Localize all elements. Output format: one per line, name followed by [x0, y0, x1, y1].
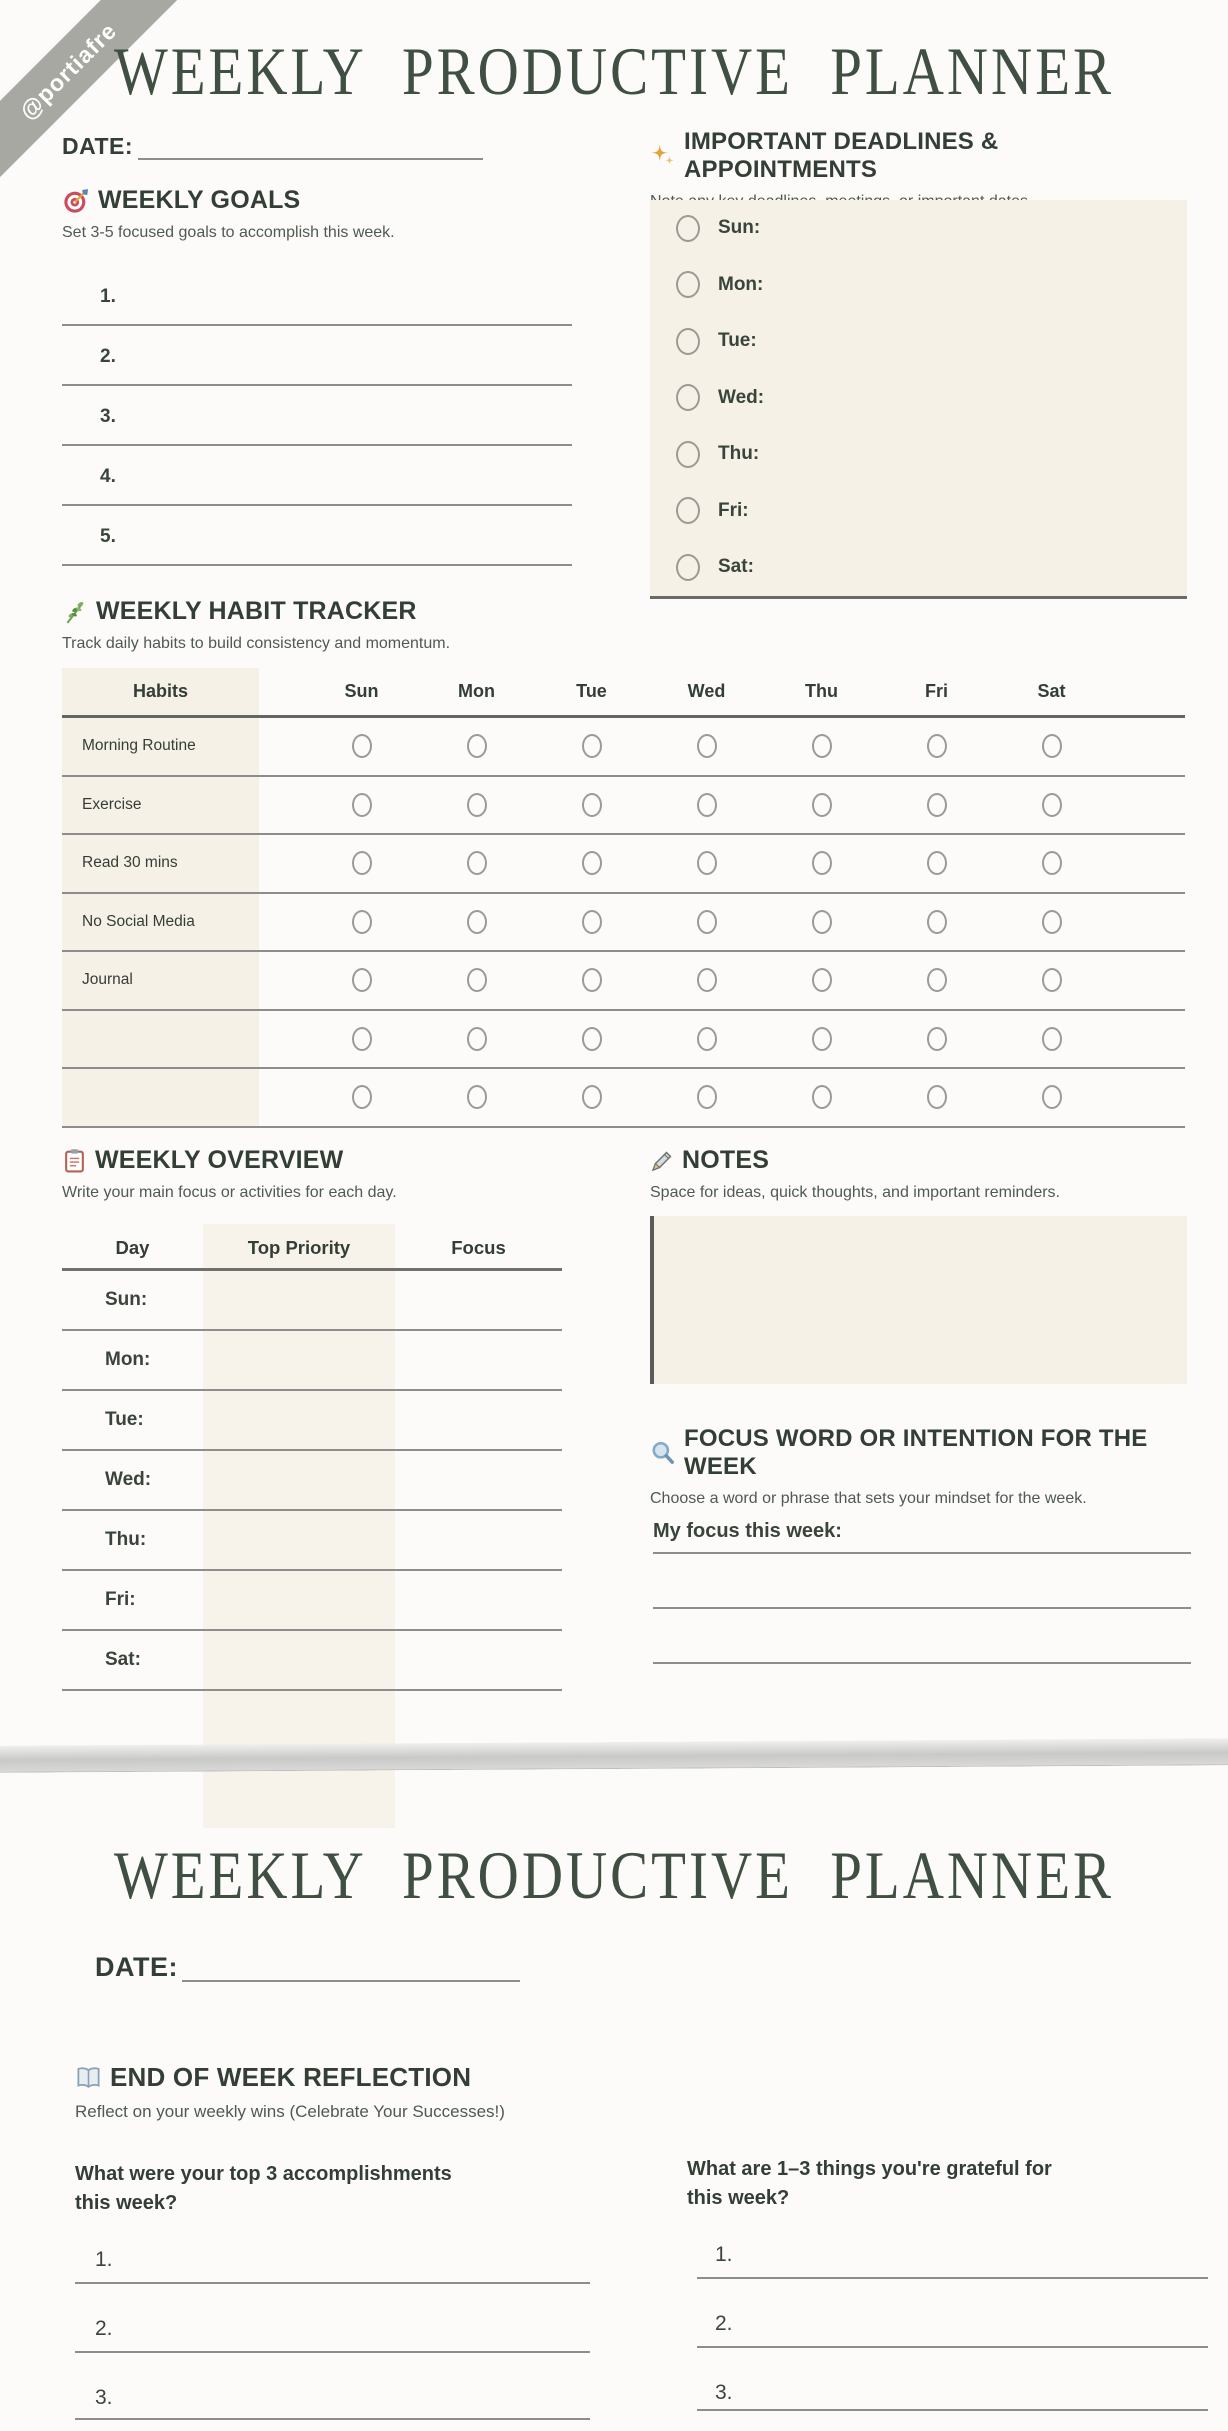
habit-checkbox[interactable] [927, 793, 947, 817]
write-line [75, 2282, 590, 2284]
habit-cell [304, 1027, 419, 1051]
spacer [259, 718, 304, 775]
habit-checkbox[interactable] [927, 968, 947, 992]
deadline-row [650, 539, 1187, 596]
habit-checkbox[interactable] [812, 968, 832, 992]
habit-cell [994, 910, 1109, 934]
habit-cell [419, 734, 534, 758]
habit-tracker-section [62, 597, 662, 653]
reflection-number: 1. [95, 2248, 113, 2271]
habit-checkbox[interactable] [927, 910, 947, 934]
page2-title: WEEKLY PRODUCTIVE PLANNER [113, 1839, 1115, 1914]
write-line [653, 1552, 1191, 1554]
goal-list [62, 286, 572, 586]
overview-row [62, 1271, 562, 1331]
write-line [62, 504, 572, 506]
write-line [62, 384, 572, 386]
watermark-text: @portiafre [14, 17, 122, 125]
focus-word-subtitle: Choose a word or phrase that sets your mindset for the week. [650, 1490, 1087, 1507]
goal-item [62, 526, 572, 586]
habit-table-header [62, 668, 1185, 718]
habit-checkbox[interactable] [812, 793, 832, 817]
habit-cell [649, 1027, 764, 1051]
write-line [62, 444, 572, 446]
day-column-header: Sun [344, 681, 379, 701]
habit-row [62, 952, 1185, 1011]
habit-checkbox[interactable] [467, 1085, 487, 1109]
goal-item [62, 466, 572, 526]
habit-checkbox[interactable] [697, 968, 717, 992]
habit-checkbox[interactable] [812, 1027, 832, 1051]
habit-checkbox[interactable] [582, 793, 602, 817]
habit-checkbox[interactable] [1042, 1027, 1062, 1051]
habit-cell [649, 910, 764, 934]
overview-table-header [62, 1228, 562, 1271]
habit-cell [764, 910, 879, 934]
habit-cell [534, 1027, 649, 1051]
notes-title: NOTES [682, 1146, 770, 1174]
day-column-header: Fri [924, 681, 948, 701]
habit-cell [419, 851, 534, 875]
habit-cell [304, 968, 419, 992]
spacer [259, 1011, 304, 1068]
day-column-header: Sat [1037, 681, 1066, 701]
weekly-goals-title: WEEKLY GOALS [98, 186, 301, 214]
spacer [259, 835, 304, 892]
habit-checkbox[interactable] [352, 1085, 372, 1109]
reflection-subtitle: Reflect on your weekly wins (Celebrate Your Successes!) [75, 2102, 505, 2121]
habit-cell [879, 851, 994, 875]
habit-cell [764, 968, 879, 992]
notes-write-area[interactable] [650, 1216, 1187, 1384]
weekly-overview-subtitle: Write your main focus or activities for each day. [62, 1184, 397, 1201]
habit-checkbox[interactable] [1042, 734, 1062, 758]
deadline-row [650, 257, 1187, 314]
habit-cell [879, 793, 994, 817]
seedling-icon [62, 599, 88, 625]
day-radio[interactable] [676, 497, 700, 524]
habit-checkbox[interactable] [697, 793, 717, 817]
page1-title: WEEKLY PRODUCTIVE PLANNER [113, 35, 1115, 110]
overview-column-header: Day [115, 1237, 150, 1258]
day-radio[interactable] [676, 328, 700, 355]
habit-cell [764, 1027, 879, 1051]
date-field-page2 [95, 1952, 520, 1983]
habit-cell [534, 910, 649, 934]
spacer [259, 952, 304, 1009]
day-radio[interactable] [676, 554, 700, 581]
day-radio[interactable] [676, 384, 700, 411]
habit-cell [879, 1085, 994, 1109]
overview-day-label: Sat: [105, 1649, 141, 1670]
habit-checkbox[interactable] [927, 851, 947, 875]
write-line [62, 564, 572, 566]
day-radio[interactable] [676, 215, 700, 242]
habit-cell [304, 851, 419, 875]
habit-cell [764, 1085, 879, 1109]
habit-checkbox[interactable] [1042, 793, 1062, 817]
write-line [697, 2409, 1208, 2411]
habit-checkbox[interactable] [812, 1085, 832, 1109]
goal-number: 3. [100, 406, 116, 427]
habit-cell [994, 1027, 1109, 1051]
habit-cell [419, 968, 534, 992]
deadline-row [650, 426, 1187, 483]
habit-name: Exercise [62, 777, 259, 834]
reflection-section [75, 2062, 1208, 2431]
habit-checkbox[interactable] [582, 968, 602, 992]
habit-checkbox[interactable] [812, 851, 832, 875]
habit-checkbox[interactable] [352, 1027, 372, 1051]
habit-cell [304, 734, 419, 758]
habit-checkbox[interactable] [1042, 851, 1062, 875]
habit-cell [534, 734, 649, 758]
spacer [259, 668, 304, 715]
habit-checkbox[interactable] [467, 1027, 487, 1051]
focus-word-section [650, 1425, 1191, 1685]
day-column-header: Thu [805, 681, 838, 701]
habit-tracker-subtitle: Track daily habits to build consistency and momentum. [62, 635, 451, 652]
habit-checkbox[interactable] [352, 968, 372, 992]
overview-column-header: Top Priority [247, 1237, 351, 1258]
habit-cell [764, 793, 879, 817]
overview-row [62, 1451, 562, 1511]
habit-checkbox[interactable] [352, 851, 372, 875]
habit-checkbox[interactable] [582, 734, 602, 758]
focus-prompt: My focus this week: [653, 1520, 842, 1542]
habit-cell [879, 968, 994, 992]
habit-checkbox[interactable] [1042, 968, 1062, 992]
habit-checkbox[interactable] [697, 734, 717, 758]
habit-cell [879, 734, 994, 758]
weekly-goals-section [62, 186, 572, 626]
date-label: DATE: [62, 133, 134, 159]
habit-row [62, 777, 1185, 836]
habit-cell [304, 1085, 419, 1109]
overview-row [62, 1571, 562, 1631]
overview-day-label: Mon: [105, 1349, 151, 1370]
habit-cell [419, 1027, 534, 1051]
reflection-number: 3. [95, 2386, 113, 2409]
overview-day-label: Sun: [105, 1289, 148, 1310]
sparkles-icon [650, 143, 676, 169]
reflection-header [75, 2062, 1208, 2093]
day-label: Thu: [718, 443, 760, 465]
reflection-number: 2. [95, 2317, 113, 2340]
day-column-header: Mon [458, 681, 495, 701]
date-field-page1 [62, 133, 483, 160]
habit-name: Journal [62, 952, 259, 1009]
habit-cell [304, 910, 419, 934]
habit-checkbox[interactable] [927, 734, 947, 758]
overview-day-label: Thu: [105, 1529, 147, 1550]
reflection-number: 2. [715, 2312, 733, 2335]
habit-tracker-title: WEEKLY HABIT TRACKER [96, 597, 417, 625]
habit-cell [994, 793, 1109, 817]
focus-word-title: FOCUS WORD OR INTENTION FOR THE WEEK [684, 1425, 1148, 1480]
overview-row [62, 1331, 562, 1391]
habit-checkbox[interactable] [582, 910, 602, 934]
habit-cell [994, 851, 1109, 875]
write-line [62, 324, 572, 326]
deadline-row [650, 370, 1187, 427]
write-line [653, 1662, 1191, 1664]
day-label: Sat: [718, 556, 754, 578]
write-line [697, 2346, 1208, 2348]
reflection-question-left: What were your top 3 accomplishments this week? [75, 2163, 452, 2214]
habit-checkbox[interactable] [927, 1085, 947, 1109]
habit-name [62, 1011, 259, 1068]
weekly-overview-title: WEEKLY OVERVIEW [95, 1146, 344, 1174]
habit-cell [879, 910, 994, 934]
habit-cell [649, 1085, 764, 1109]
habit-checkbox[interactable] [467, 910, 487, 934]
habit-checkbox[interactable] [812, 734, 832, 758]
habit-checkbox[interactable] [697, 910, 717, 934]
habit-name: Morning Routine [62, 718, 259, 775]
habit-checkbox[interactable] [352, 734, 372, 758]
notes-section [650, 1146, 1187, 1396]
write-line [75, 2418, 590, 2420]
day-radio[interactable] [676, 441, 700, 468]
day-column-header: Tue [576, 681, 607, 701]
overview-row [62, 1511, 562, 1571]
date-write-line [138, 158, 483, 160]
overview-row [62, 1391, 562, 1451]
notes-subtitle: Space for ideas, quick thoughts, and important reminders. [650, 1184, 1060, 1201]
day-label: Tue: [718, 330, 757, 352]
habit-checkbox[interactable] [812, 910, 832, 934]
habit-checkbox[interactable] [582, 851, 602, 875]
focus-word-header [650, 1425, 1191, 1481]
habit-checkbox[interactable] [1042, 1085, 1062, 1109]
habit-checkbox[interactable] [697, 851, 717, 875]
goal-item [62, 286, 572, 346]
deadline-row [650, 313, 1187, 370]
habit-checkbox[interactable] [352, 910, 372, 934]
habit-cell [534, 1085, 649, 1109]
date-label: DATE: [95, 1952, 178, 1982]
habit-row [62, 1069, 1185, 1128]
habit-cell [764, 734, 879, 758]
habit-cell [764, 851, 879, 875]
overview-day-label: Fri: [105, 1589, 136, 1610]
goal-item [62, 406, 572, 466]
habit-cell [994, 968, 1109, 992]
habit-row [62, 718, 1185, 777]
pencil-icon [650, 1149, 674, 1173]
reflection-question-right: What are 1–3 things you're grateful for this week? [687, 2158, 1052, 2209]
habit-checkbox[interactable] [467, 851, 487, 875]
write-line [75, 2351, 590, 2353]
reflection-title: END OF WEEK REFLECTION [110, 2062, 472, 2092]
deadlines-panel [650, 200, 1187, 599]
goal-number: 1. [100, 286, 116, 307]
weekly-goals-header [62, 186, 572, 215]
habit-row [62, 835, 1185, 894]
target-icon [62, 187, 90, 215]
goal-number: 4. [100, 466, 116, 487]
habit-checkbox[interactable] [697, 1085, 717, 1109]
deadline-row [650, 200, 1187, 257]
habit-name [62, 1069, 259, 1126]
day-label: Wed: [718, 386, 765, 408]
habit-cell [419, 793, 534, 817]
goal-number: 5. [100, 526, 116, 547]
day-label: Mon: [718, 273, 764, 295]
deadlines-header [650, 128, 1187, 184]
spacer [259, 777, 304, 834]
reflection-number: 3. [715, 2381, 733, 2404]
goal-item [62, 346, 572, 406]
spacer [259, 894, 304, 951]
habit-cell [534, 968, 649, 992]
habit-cell [649, 793, 764, 817]
habit-checkbox[interactable] [352, 793, 372, 817]
day-label: Fri: [718, 499, 749, 521]
weekly-overview-section [62, 1146, 562, 1706]
day-column-header: Wed [687, 681, 726, 701]
habit-name: No Social Media [62, 894, 259, 951]
spacer [259, 1069, 304, 1126]
habit-checkbox[interactable] [582, 1085, 602, 1109]
habit-cell [419, 910, 534, 934]
goal-number: 2. [100, 346, 116, 367]
habit-checkbox[interactable] [1042, 910, 1062, 934]
habit-cell [649, 851, 764, 875]
overview-rows [62, 1271, 562, 1691]
habit-tracker-header [62, 597, 662, 626]
habit-checkbox[interactable] [467, 734, 487, 758]
habit-cell [419, 1085, 534, 1109]
deadline-row [650, 483, 1187, 540]
habit-row [62, 894, 1185, 953]
habit-checkbox[interactable] [467, 793, 487, 817]
habit-checkbox[interactable] [697, 1027, 717, 1051]
page-divider [0, 1738, 1228, 1773]
habit-checkbox[interactable] [582, 1027, 602, 1051]
habit-cell [534, 793, 649, 817]
habit-cell [649, 968, 764, 992]
habit-cell [994, 1085, 1109, 1109]
habit-cell [534, 851, 649, 875]
day-radio[interactable] [676, 271, 700, 298]
magnifier-icon [650, 1440, 676, 1466]
habit-checkbox[interactable] [467, 968, 487, 992]
habit-cell [879, 1027, 994, 1051]
overview-row [62, 1631, 562, 1691]
habit-table [62, 668, 1185, 1128]
notes-header [650, 1146, 1187, 1175]
write-line [697, 2277, 1208, 2279]
day-label: Sun: [718, 217, 761, 239]
weekly-goals-subtitle: Set 3-5 focused goals to accomplish this week. [62, 224, 395, 241]
reflection-number: 1. [715, 2243, 733, 2266]
overview-day-label: Tue: [105, 1409, 144, 1430]
clipboard-icon [62, 1148, 87, 1173]
habit-cell [304, 793, 419, 817]
weekly-overview-header [62, 1146, 562, 1175]
habit-checkbox[interactable] [927, 1027, 947, 1051]
deadlines-section [650, 128, 1187, 598]
write-line [653, 1607, 1191, 1609]
open-book-icon [75, 2064, 102, 2091]
habit-row [62, 1011, 1185, 1070]
habit-cell [649, 734, 764, 758]
habit-name: Read 30 mins [62, 835, 259, 892]
deadlines-title: IMPORTANT DEADLINES & APPOINTMENTS [684, 128, 999, 183]
habit-cell [994, 734, 1109, 758]
overview-column-header: Focus [451, 1237, 506, 1258]
habit-column-header: Habits [62, 668, 259, 715]
overview-day-label: Wed: [105, 1469, 152, 1490]
date-write-line [182, 1980, 520, 1982]
